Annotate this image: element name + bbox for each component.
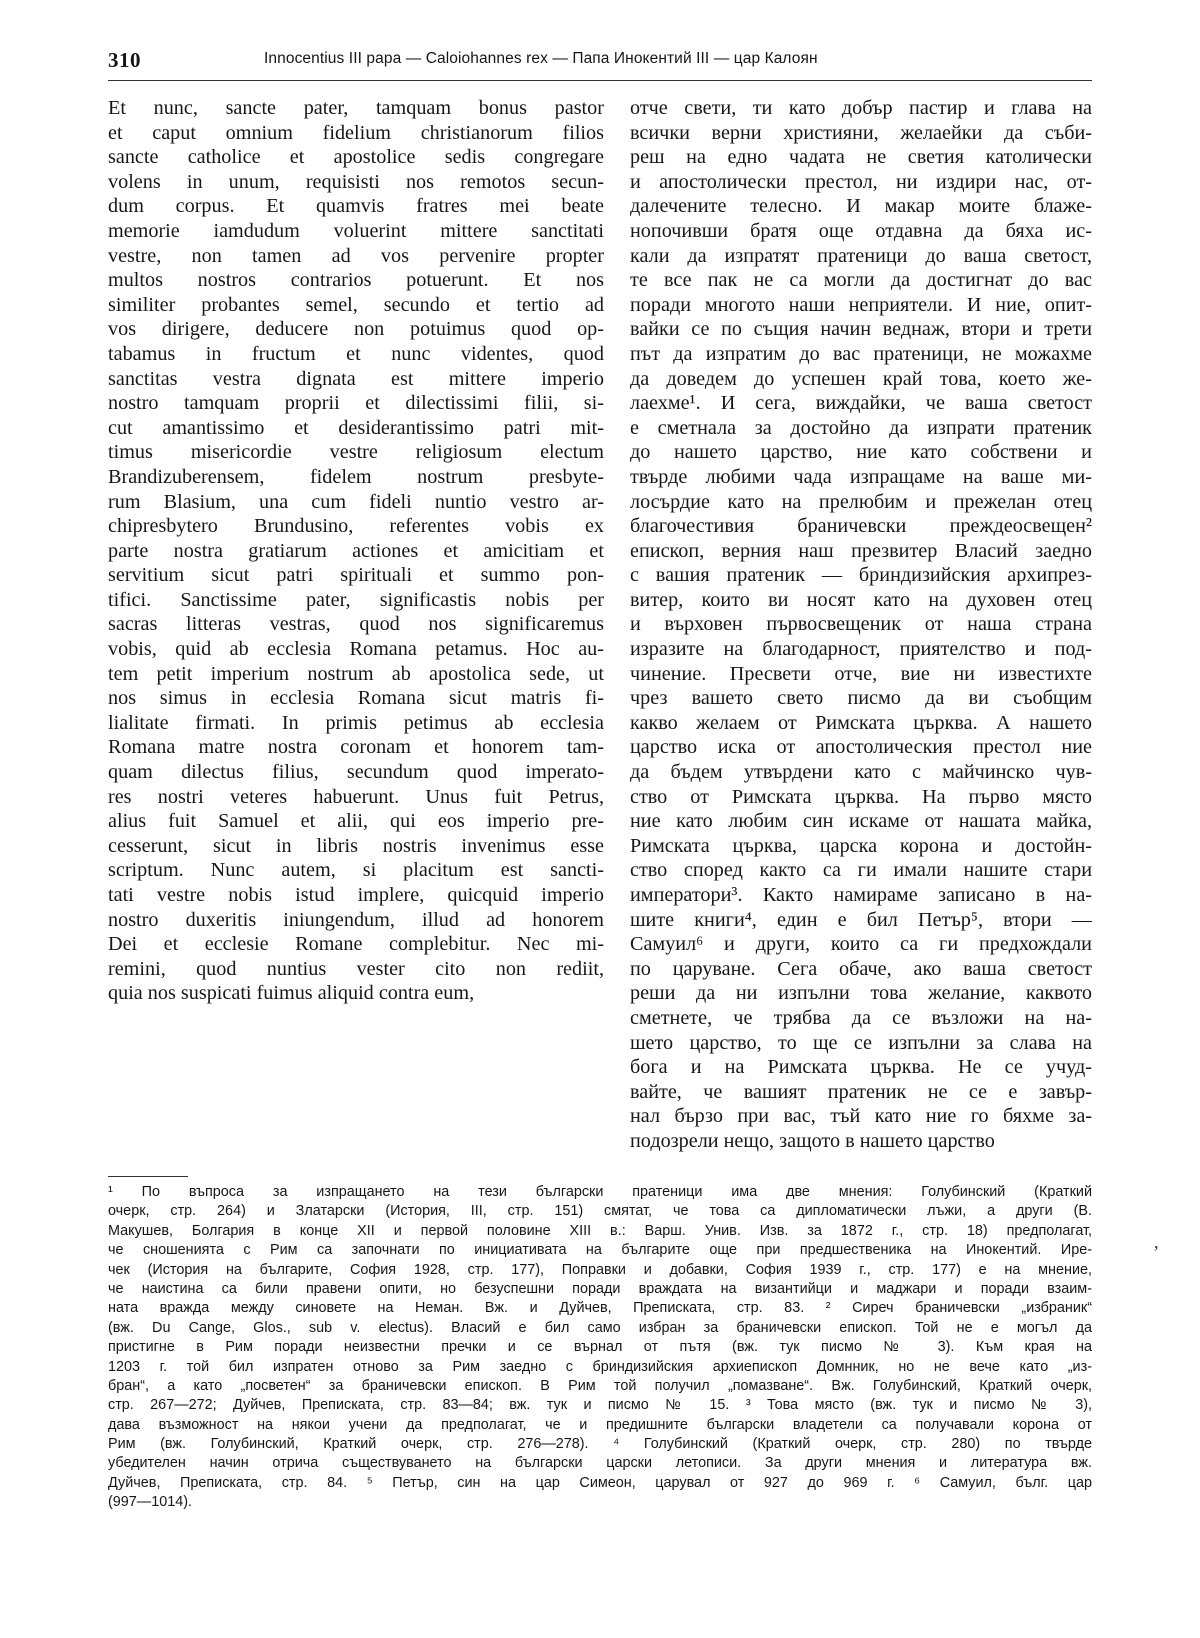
latin-text-line: chipresbytero Brundusino, referentes vobis ex: [108, 515, 604, 538]
bulgarian-text-line: всички верни християни, желаейки да съби-: [630, 121, 1092, 144]
bulgarian-text-line: чинение. Пресвети отче, вие ни известихте: [630, 662, 1092, 685]
latin-text-line: alius fuit Samuel et alii, qui eos imperio pre-: [108, 810, 604, 833]
bulgarian-text-line: реши да ни изпълни това желание, каквото: [630, 982, 1092, 1005]
footnote-line: стр. 267—272; Дуйчев, Преписката, стр. 83—84; вж. тук и писмо № 15. ³ Това място (вж. тук и писмо № 3),: [108, 1397, 1092, 1414]
bulgarian-text-line: шето царство, то ще се изпълни за слава на: [630, 1031, 1092, 1054]
bulgarian-text-line: ние като любим син искаме от нашата майка,: [630, 810, 1092, 833]
bulgarian-text-line: и апостолически престол, ни издири нас, от-: [630, 170, 1092, 193]
footnote-line: Дуйчев, Преписката, стр. 84. ⁵ Петър, син на цар Симеон, царувал от 927 до 969 г. ⁶ Самуил, бълг. цар: [108, 1474, 1092, 1491]
footnote-line: (997—1014).: [108, 1494, 192, 1511]
footnote-line: пристигне в Рим поради неизвестни пречки и се върнал от пътя (вж. тук писмо № 3). Към края на: [108, 1339, 1092, 1356]
bulgarian-text-line: Самуил⁶ и други, които са ги предхождали: [630, 933, 1092, 956]
bulgarian-text-line: лаехме¹. И сега, виждайки, че ваша светост: [630, 392, 1092, 415]
footnote-line: Рим (вж. Голубинский, Краткий очерк, стр. 276—278). ⁴ Голубинский (Краткий очерк, стр. 280) по твърде: [108, 1436, 1092, 1453]
bulgarian-text-line: Римската църква, царска корона и достойн-: [630, 834, 1092, 857]
latin-text-line: sanctitas vestra dignata est mittere imperio: [108, 367, 604, 390]
latin-text-line: scriptum. Nunc autem, si placitum est sancti-: [108, 859, 604, 882]
bulgarian-text-line: твърде любими чада изпращаме на ваше ми-: [630, 465, 1092, 488]
latin-text-line: remini, quod nuntius vester cito non rediit,: [108, 957, 604, 980]
latin-text-line: quia nos suspicati fuimus aliquid contra eum,: [108, 982, 475, 1005]
margin-mark: ,: [1154, 1232, 1159, 1252]
latin-text-line: vobis, quid ab ecclesia Romana petamus. Hoc au-: [108, 638, 604, 661]
bulgarian-text-line: до нашето царство, ние като собствени и: [630, 441, 1092, 464]
latin-text-line: Romana matre nostra coronam et honorem tam-: [108, 736, 604, 759]
bulgarian-translation-column: [630, 96, 1092, 1154]
footnote-line: ната вражда между синовете на Неман. Вж. и Дуйчев, Преписката, стр. 83. ² Сиреч браничевски „избраник“: [108, 1300, 1092, 1317]
latin-text-line: similiter probantes semel, secundo et tertio ad: [108, 293, 604, 316]
latin-text-line: tati vestre nobis istud implere, quicquid imperio: [108, 884, 604, 906]
latin-text-line: parte nostra gratiarum actiones et amicitiam et: [108, 539, 604, 562]
bulgarian-text-line: път да изпратим до вас пратеници, не можахме: [630, 342, 1092, 365]
latin-text-line: vos dirigere, deducere non potuimus quod op-: [108, 318, 604, 341]
footnote-line: чек (История на българите, София 1928, стр. 177), Поправки и добавки, София 1939 г., стр. 177) е на мнение,: [108, 1261, 1092, 1278]
header-rule: [108, 80, 1092, 81]
bulgarian-text-line: императори³. Както намираме записано в на-: [630, 884, 1092, 906]
latin-text-line: cut amantissimo et desiderantissimo patri mit-: [108, 416, 604, 439]
latin-text-line: res nostri veteres habuerunt. Unus fuit Petrus,: [108, 785, 604, 808]
bulgarian-text-line: и върховен първосвещеник от наша страна: [630, 613, 1092, 636]
bulgarian-text-line: по царуване. Сега обаче, ако ваша светост: [630, 957, 1092, 980]
bulgarian-text-line: лосърдие като на прелюбим и прежелан отец: [630, 490, 1092, 513]
latin-text-line: Et nunc, sancte pater, tamquam bonus pastor: [108, 97, 604, 119]
footnote-line: 1203 г. той бил изпратен отново за Рим заедно с бриндизийския архиепископ Домнник, но не вече като „из-: [108, 1358, 1092, 1375]
latin-text-line: nostro duxeritis iniungendum, illud ad honorem: [108, 908, 604, 931]
bulgarian-text-line: кали да изпратят пратеници до ваша светост,: [630, 244, 1092, 267]
latin-text-line: cesserunt, sicut in libris nostris invenimus esse: [108, 834, 604, 857]
bulgarian-text-line: да доведем до успешен край това, което же-: [630, 367, 1092, 390]
bulgarian-text-line: благочестивия браничевски преждеосвещен²: [630, 515, 1092, 538]
latin-text-line: tem petit imperium nostrum ab apostolica sede, ut: [108, 662, 604, 685]
bulgarian-text-line: чрез вашето свето писмо да ви съобщим: [630, 687, 1092, 710]
bulgarian-text-line: те все пак не са могли да достигнат до вас: [630, 269, 1092, 292]
latin-text-line: volens in unum, requisisti nos remotos secun-: [108, 170, 604, 193]
latin-text-line: sacras litteras vestras, quod nos significaremus: [108, 613, 604, 636]
latin-text-line: servitium sicut patri spirituali et summo pon-: [108, 564, 604, 587]
bulgarian-text-line: ство според както са ги имали нашите стари: [630, 859, 1092, 882]
latin-text-line: tabamus in fructum et nunc videntes, quod: [108, 342, 604, 365]
bulgarian-text-line: бога и на Римската църква. Не се учуд-: [630, 1056, 1092, 1079]
latin-text-column: [108, 96, 604, 1006]
latin-text-line: nostro tamquam proprii et dilectissimi filii, si-: [108, 392, 604, 415]
latin-text-line: timus misericordie vestre religiosum electum: [108, 441, 604, 464]
bulgarian-text-line: изразите на благодарност, приятелство и под-: [630, 638, 1092, 661]
bulgarian-text-line: вайки се по същия начин веднаж, втори и трети: [630, 318, 1092, 341]
footnote-line: че наистина са били правени опити, но безуспешни поради враждата на византийци и маджари и поради взаим-: [108, 1280, 1092, 1297]
bulgarian-text-line: да бъдем утвърдени като с майчинско чув-: [630, 761, 1092, 784]
bulgarian-text-line: вайте, че вашият пратеник не се е завър-: [630, 1080, 1092, 1103]
latin-text-line: dum corpus. Et quamvis fratres mei beate: [108, 195, 604, 218]
latin-text-line: Brandizuberensem, fidelem nostrum presbyte-: [108, 465, 604, 488]
footnote-line: Макушев, Болгария в конце XII и первой половине XIII в.: Варш. Унив. Изв. за 1872 г., стр. 18) предполагат,: [108, 1222, 1092, 1239]
latin-text-line: et caput omnium fidelium christianorum filios: [108, 121, 604, 144]
footnote-line: дава възможност на някои учени да предполагат, че и предишните български владетели са получавали корона от: [108, 1416, 1092, 1433]
bulgarian-text-line: епископ, верния наш презвитер Власий заедно: [630, 539, 1092, 562]
footnote-line: бран“, а като „посветен“ за браничевски епископ. В Рим той получил „помазване“. Вж. Голубинский, Краткий очерк,: [108, 1377, 1092, 1394]
footnote-rule: [108, 1176, 188, 1177]
latin-text-line: tifici. Sanctissime pater, significastis nobis per: [108, 588, 604, 611]
footnote-line: очерк, стр. 264) и Златарски (История, III, стр. 151) смятат, че това са дипломатически лъжи, а други (В.: [108, 1203, 1092, 1220]
bulgarian-text-line: подозрели нещо, защото в нашето царство: [630, 1129, 995, 1152]
latin-text-line: multos nostros contrarios potuerunt. Et nos: [108, 269, 604, 292]
latin-text-line: nos simus in ecclesia Romana sicut matris fi-: [108, 687, 604, 710]
latin-text-line: lialitate firmati. In primis petimus ab ecclesia: [108, 711, 604, 734]
bulgarian-text-line: далечените телесно. И макар моите блаже-: [630, 195, 1092, 218]
footnote-line: че сношенията с Рим са започнати по инициативата на българите още при предшественика на Инокентий. Ире-: [108, 1242, 1092, 1259]
bulgarian-text-line: е сметнала за достойно да изпрати пратеник: [630, 416, 1092, 439]
latin-text-line: vestre, non tamen ad vos pervenire propter: [108, 244, 604, 267]
latin-text-line: memorie iamdudum voluerint mittere sanctitati: [108, 219, 604, 242]
latin-text-line: sancte catholice et apostolice sedis congregare: [108, 146, 604, 169]
footnotes: [108, 1183, 1092, 1513]
bulgarian-text-line: реш на едно чадата не светия католически: [630, 146, 1092, 169]
bulgarian-text-line: какво желаем от Римската църква. А нашето: [630, 711, 1092, 734]
bulgarian-text-line: сметнете, че трябва да се възложи на на-: [630, 1006, 1092, 1029]
bulgarian-text-line: отче свети, ти като добър пастир и глава на: [630, 97, 1092, 119]
bulgarian-text-line: шите книги⁴, един е бил Петър⁵, втори —: [630, 908, 1092, 931]
latin-text-line: quam dilectus filius, secundum quod imperato-: [108, 761, 604, 784]
latin-text-line: Dei et ecclesie Romane complebitur. Nec mi-: [108, 933, 604, 956]
bulgarian-text-line: ство от Римската църква. На първо място: [630, 785, 1092, 808]
footnote-line: убедителен начин отрича съществуването на български царски летописи. За други мнения и литература вж.: [108, 1455, 1092, 1472]
bulgarian-text-line: царство иска от апостолическия престол ние: [630, 736, 1092, 759]
bulgarian-text-line: нопочивши братя още отдавна да бяха ис-: [630, 219, 1092, 242]
bulgarian-text-line: с вашия пратеник — бриндизийския архипрез-: [630, 564, 1092, 587]
latin-text-line: rum Blasium, una cum fideli nuntio vestro ar-: [108, 490, 604, 513]
running-title: Innocentius III papa — Caloiohannes rex — Папа Инокентий III — цар Калоян: [264, 50, 818, 67]
page-header: [108, 44, 1092, 78]
bulgarian-text-line: поради многото наши неприятели. И ние, опит-: [630, 293, 1092, 316]
bulgarian-text-line: витер, които ви носят като на духовен отец: [630, 588, 1092, 611]
page-number: 310: [108, 48, 141, 72]
footnote-line: ¹ По въпроса за изпращането на тези български пратеници има две мнения: Голубинский (Краткий: [108, 1184, 1092, 1200]
footnote-line: (вж. Du Cange, Glos., sub v. electus). Власий е бил само избран за браничевски епископ. Той не е могъл да: [108, 1319, 1092, 1336]
bulgarian-text-line: нал бързо при вас, тъй като ние го бяхме за-: [630, 1105, 1092, 1128]
